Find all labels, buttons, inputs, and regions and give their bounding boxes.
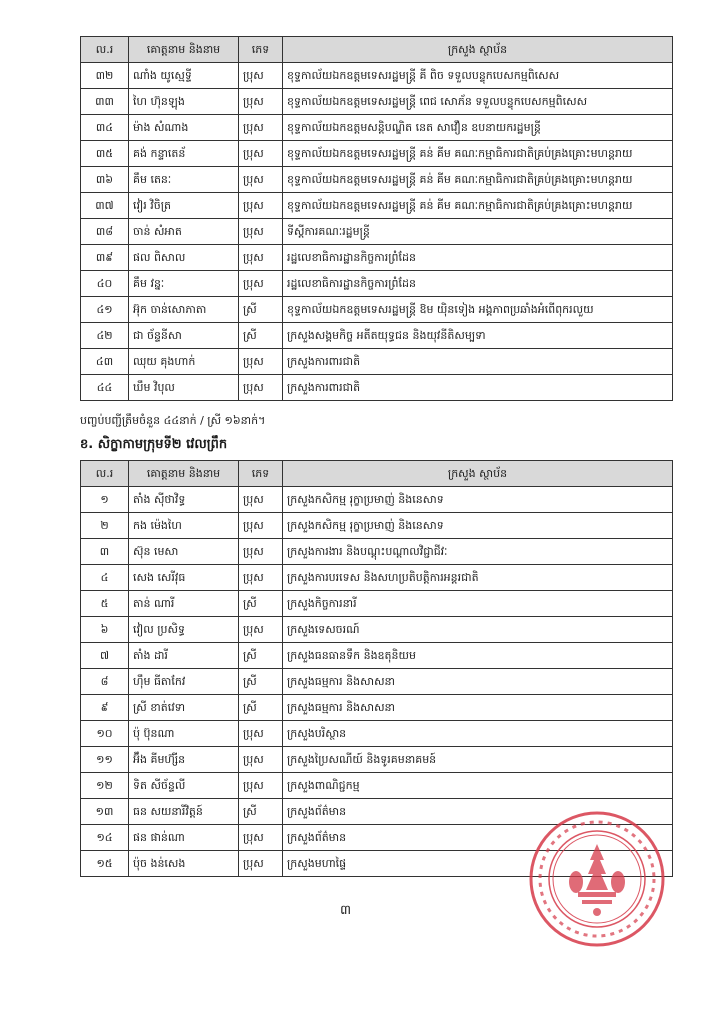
participant-institution: ក្រសួងមហាផ្ទៃ xyxy=(283,851,673,877)
table-1-body xyxy=(81,63,673,401)
participant-institution: ទីស្តីការគណៈរដ្ឋមន្ត្រី xyxy=(283,219,673,245)
participant-sex: ប្រុស xyxy=(239,349,283,375)
row-number: ១៥ xyxy=(81,851,129,877)
row-number: ៣៦ xyxy=(81,167,129,193)
participant-institution: ខុទ្ទកាល័យឯកឧត្តមទេសរដ្ឋមន្ត្រី គី ពិច ទទួលបន្ទុកបេសកម្មពិសេស xyxy=(283,63,673,89)
participant-institution: ក្រសួងព័ត៌មាន xyxy=(283,825,673,851)
row-number: ១១ xyxy=(81,747,129,773)
table-row xyxy=(81,747,673,773)
section-heading: ខ. សិក្ខាកាមក្រុមទី២ វេលព្រឹក xyxy=(80,437,228,452)
participant-sex: ប្រុស xyxy=(239,487,283,513)
participant-institution: ក្រសួងការពារជាតិ xyxy=(283,349,673,375)
row-number: ៣២ xyxy=(81,63,129,89)
row-number: ៣៩ xyxy=(81,245,129,271)
participant-name: កង ម៉េងហៃ xyxy=(129,513,239,539)
participant-name: គឹម តេនៈ xyxy=(129,167,239,193)
table-row xyxy=(81,63,673,89)
participant-name: ម៉ាង សំណាង xyxy=(129,115,239,141)
participant-sex: ប្រុស xyxy=(239,141,283,167)
row-number: ៤៣ xyxy=(81,349,129,375)
participant-sex: ស្រី xyxy=(239,297,283,323)
row-number: ១៤ xyxy=(81,825,129,851)
row-number: ២ xyxy=(81,513,129,539)
participant-institution: ក្រសួងធនធានទឹក និងឧតុនិយម xyxy=(283,643,673,669)
row-number: ៤២ xyxy=(81,323,129,349)
participant-sex: ប្រុស xyxy=(239,193,283,219)
participant-sex: ប្រុស xyxy=(239,63,283,89)
participant-sex: ប្រុស xyxy=(239,721,283,747)
participant-institution: ក្រសួងពាណិជ្ជកម្ម xyxy=(283,773,673,799)
participant-institution: ក្រសួងធម្មការ និងសាសនា xyxy=(283,669,673,695)
table-row xyxy=(81,349,673,375)
participant-sex: ស្រី xyxy=(239,669,283,695)
participant-institution: ក្រសួងសង្គមកិច្ច អតីតយុទ្ធជន និងយុវនីតិសម្បទា xyxy=(283,323,673,349)
participant-name: អ៊ុក ចាន់សោភាតា xyxy=(129,297,239,323)
row-number: ៣៨ xyxy=(81,219,129,245)
participant-name: ផល ពិសាល xyxy=(129,245,239,271)
table-row xyxy=(81,591,673,617)
participant-sex: ប្រុស xyxy=(239,245,283,271)
participant-institution: ក្រសួងព័ត៌មាន xyxy=(283,799,673,825)
participant-sex: ប្រុស xyxy=(239,513,283,539)
table-row xyxy=(81,219,673,245)
row-number: ៤០ xyxy=(81,271,129,297)
participant-institution: ក្រសួងទេសចរណ៍ xyxy=(283,617,673,643)
participant-sex: ប្រុស xyxy=(239,851,283,877)
row-number: ១ xyxy=(81,487,129,513)
participants-table-1 xyxy=(80,36,673,401)
participant-name: ជា ច័ន្ទនីសា xyxy=(129,323,239,349)
participant-institution: ក្រសួងកសិកម្ម រុក្ខាប្រមាញ់ និងនេសាទ xyxy=(283,487,673,513)
row-number: ៣៤ xyxy=(81,115,129,141)
participant-name: វៀរ វិចិត្រ xyxy=(129,193,239,219)
participant-sex: ស្រី xyxy=(239,591,283,617)
table-row xyxy=(81,695,673,721)
participant-sex: ប្រុស xyxy=(239,89,283,115)
participant-name: ប៉ុច ងន់សេង xyxy=(129,851,239,877)
table-row xyxy=(81,721,673,747)
participant-name: តាំង ដារី xyxy=(129,643,239,669)
participant-name: ធន សយនារីវិត្តន៍ xyxy=(129,799,239,825)
participant-institution: ខុទ្ទកាល័យឯកឧត្តមទេសរដ្ឋមន្ត្រី ពេជ សោភ័ន ទទួលបន្ទុកបេសកម្មពិសេស xyxy=(283,89,673,115)
participant-institution: រដ្ឋលេខាធិការដ្ឋានកិច្ចការព្រំដែន xyxy=(283,245,673,271)
participant-name: ឃឹម វិបុល xyxy=(129,375,239,401)
row-number: ៣៥ xyxy=(81,141,129,167)
header-sex: ភេទ xyxy=(239,37,283,63)
participant-sex: ប្រុស xyxy=(239,617,283,643)
row-number: ១២ xyxy=(81,773,129,799)
participant-institution: ក្រសួងការពារជាតិ xyxy=(283,375,673,401)
participant-sex: ប្រុស xyxy=(239,539,283,565)
page-number: ៣ xyxy=(340,903,352,918)
participant-name: ណាំង យូស្មេទ្ទី xyxy=(129,63,239,89)
participant-institution: ខុទ្ទកាល័យឯកឧត្តមទេសរដ្ឋមន្ត្រី គន់ គីម គណៈកម្មាធិការជាតិគ្រប់គ្រងគ្រោះមហន្តរាយ xyxy=(283,193,673,219)
table-row xyxy=(81,89,673,115)
participant-sex: ស្រី xyxy=(239,643,283,669)
participant-name: ស្រី ខាត់វេទា xyxy=(129,695,239,721)
participant-institution: ក្រសួងប្រៃសណីយ៍ និងទូរគមនាគមន៍ xyxy=(283,747,673,773)
row-number: ៤៤ xyxy=(81,375,129,401)
participant-name: គឹម វន្នៈ xyxy=(129,271,239,297)
table-row xyxy=(81,487,673,513)
header-no: ល.រ xyxy=(81,37,129,63)
participant-name: តាន់ ណារី xyxy=(129,591,239,617)
table-row xyxy=(81,297,673,323)
table-row xyxy=(81,513,673,539)
participant-sex: ប្រុស xyxy=(239,747,283,773)
participant-sex: ប្រុស xyxy=(239,219,283,245)
row-number: ៨ xyxy=(81,669,129,695)
table-row xyxy=(81,193,673,219)
header-name: គោត្តនាម និងនាម xyxy=(129,461,239,487)
table-row xyxy=(81,167,673,193)
official-seal-icon xyxy=(526,808,668,950)
participant-sex: ប្រុស xyxy=(239,565,283,591)
row-number: ៤ xyxy=(81,565,129,591)
participant-sex: ប្រុស xyxy=(239,115,283,141)
participant-sex: ប្រុស xyxy=(239,375,283,401)
table-row xyxy=(81,115,673,141)
header-institution: ក្រសួង ស្ថាប័ន xyxy=(283,461,673,487)
participant-institution: ក្រសួងការបរទេស និងសហប្រតិបត្តិការអន្តរជាតិ xyxy=(283,565,673,591)
participant-institution: ខុទ្ទកាល័យឯកឧត្តមទេសរដ្ឋមន្ត្រី គន់ គីម គណៈកម្មាធិការជាតិគ្រប់គ្រងគ្រោះមហន្តរាយ xyxy=(283,141,673,167)
row-number: ៧ xyxy=(81,643,129,669)
table-header-row xyxy=(81,37,673,63)
participant-institution: ខុទ្ទកាល័យឯកឧត្តមទេសរដ្ឋមន្ត្រី គន់ គីម គណៈកម្មាធិការជាតិគ្រប់គ្រងគ្រោះមហន្តរាយ xyxy=(283,167,673,193)
row-number: ៣៧ xyxy=(81,193,129,219)
participant-sex: ស្រី xyxy=(239,323,283,349)
table-header-row xyxy=(81,461,673,487)
table-row xyxy=(81,643,673,669)
table-row xyxy=(81,617,673,643)
participant-sex: ប្រុស xyxy=(239,825,283,851)
participant-name: វៀល ប្រសិទ្ធ xyxy=(129,617,239,643)
participant-name: សេង សេរីវុធ xyxy=(129,565,239,591)
row-number: ១៣ xyxy=(81,799,129,825)
row-number: ៣ xyxy=(81,539,129,565)
participant-name: ហៃ ហ៊ុនឡុង xyxy=(129,89,239,115)
participant-name: ប៉ុ ប៊ុនណា xyxy=(129,721,239,747)
participant-name: ហ៊ឹម ធីតាកែវ xyxy=(129,669,239,695)
participant-name: ស៊ុន មេសា xyxy=(129,539,239,565)
participant-institution: ក្រសួងកិច្ចការនារី xyxy=(283,591,673,617)
participant-name: តាំង ស៊ីថាវិទ្ធ xyxy=(129,487,239,513)
participant-institution: ក្រសួងកសិកម្ម រុក្ខាប្រមាញ់ និងនេសាទ xyxy=(283,513,673,539)
participant-sex: ស្រី xyxy=(239,695,283,721)
table-row xyxy=(81,323,673,349)
participant-institution: ក្រសួងការងារ និងបណ្តុះបណ្តាលវិជ្ជាជីវៈ xyxy=(283,539,673,565)
table-row xyxy=(81,669,673,695)
row-number: ៥ xyxy=(81,591,129,617)
table-row xyxy=(81,539,673,565)
table-row xyxy=(81,271,673,297)
header-sex: ភេទ xyxy=(239,461,283,487)
participant-name: អ៊ឹង គីមហ៊្សីន xyxy=(129,747,239,773)
table-row xyxy=(81,565,673,591)
participant-name: គង់ កន្ទាតេន័ xyxy=(129,141,239,167)
header-institution: ក្រសួង ស្ថាប័ន xyxy=(283,37,673,63)
row-number: ៣៣ xyxy=(81,89,129,115)
participant-institution: ខុទ្ទកាល័យឯកឧត្តមសន្តិបណ្ឌិត នេត សាវឿន ឧបនាយករដ្ឋមន្ត្រី xyxy=(283,115,673,141)
participant-sex: ស្រី xyxy=(239,799,283,825)
participant-sex: ប្រុស xyxy=(239,773,283,799)
table-row xyxy=(81,773,673,799)
header-no: ល.រ xyxy=(81,461,129,487)
participant-name: ឈុយ គុងហាក់ xyxy=(129,349,239,375)
row-number: ៩ xyxy=(81,695,129,721)
row-number: ៤១ xyxy=(81,297,129,323)
participant-name: ចាន់ សំអាត xyxy=(129,219,239,245)
participant-institution: ខុទ្ទកាល័យឯកឧត្តមទេសរដ្ឋមន្ត្រី ឱម យ៉ិនទៀង អង្គភាពប្រឆាំងអំពើពុករលួយ xyxy=(283,297,673,323)
table-row xyxy=(81,245,673,271)
participant-name: ផន ផាន់ណា xyxy=(129,825,239,851)
participant-institution: ក្រសួងបរិស្ថាន xyxy=(283,721,673,747)
participant-name: ទិត សីច័ន្ទលី xyxy=(129,773,239,799)
participant-institution: ក្រសួងធម្មការ និងសាសនា xyxy=(283,695,673,721)
participant-institution: រដ្ឋលេខាធិការដ្ឋានកិច្ចការព្រំដែន xyxy=(283,271,673,297)
table-row xyxy=(81,141,673,167)
header-name: គោត្តនាម និងនាម xyxy=(129,37,239,63)
participant-sex: ប្រុស xyxy=(239,271,283,297)
summary-text: បញ្ចប់បញ្ជីត្រឹមចំនួន ៤៤នាក់ / ស្រី ១៦នាក់។ xyxy=(80,414,266,427)
table-row xyxy=(81,375,673,401)
participant-sex: ប្រុស xyxy=(239,167,283,193)
row-number: ៦ xyxy=(81,617,129,643)
row-number: ១០ xyxy=(81,721,129,747)
